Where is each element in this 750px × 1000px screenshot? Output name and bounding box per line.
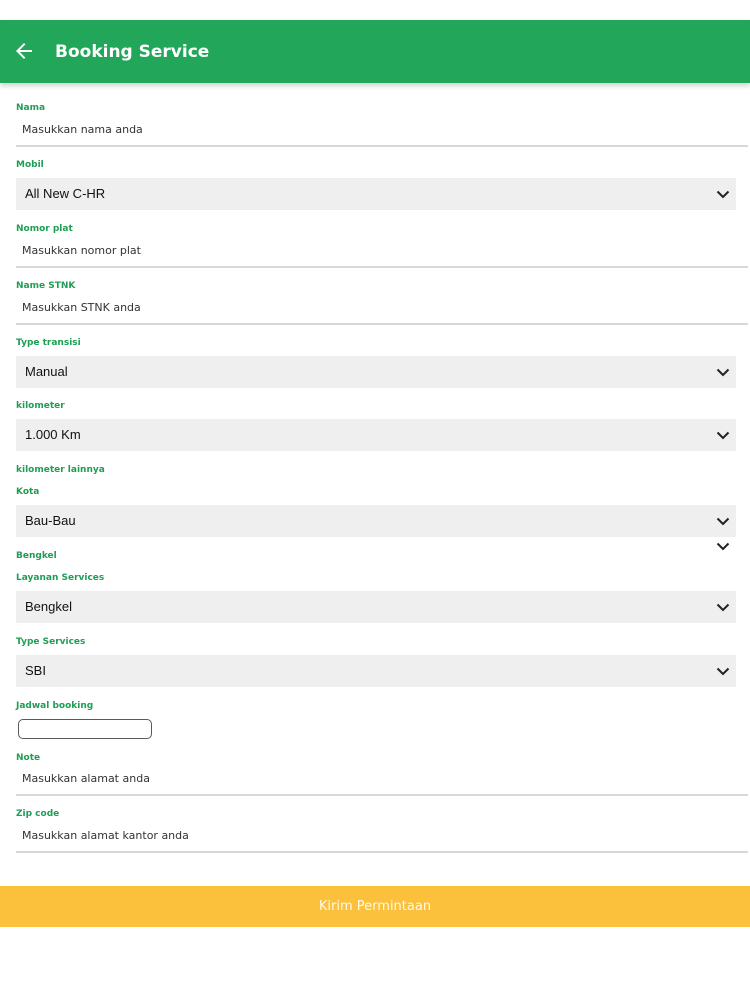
kilometer-value: 1.000 Km bbox=[25, 427, 81, 442]
chevron-down-icon bbox=[716, 603, 730, 612]
stnk-label: Name STNK bbox=[16, 281, 76, 291]
zip-placeholder: Masukkan alamat kantor anda bbox=[22, 829, 189, 842]
jadwal-label: Jadwal booking bbox=[16, 701, 94, 711]
kota-label: Kota bbox=[16, 487, 40, 497]
kilometer-label: kilometer bbox=[16, 401, 65, 411]
mobil-value: All New C-HR bbox=[25, 186, 106, 201]
transisi-select[interactable] bbox=[16, 356, 736, 388]
nama-placeholder: Masukkan nama anda bbox=[22, 123, 143, 136]
transisi-value: Manual bbox=[25, 364, 68, 379]
layanan-label: Layanan Services bbox=[16, 573, 105, 583]
kilometer-lainnya-label: kilometer lainnya bbox=[16, 465, 105, 475]
layanan-select[interactable] bbox=[16, 591, 736, 623]
type-services-select[interactable] bbox=[16, 655, 736, 687]
chevron-down-icon bbox=[716, 667, 730, 676]
nomor-plat-input[interactable] bbox=[16, 238, 748, 268]
bengkel-chevron-down-icon[interactable] bbox=[716, 542, 730, 551]
note-placeholder: Masukkan alamat anda bbox=[22, 772, 150, 785]
stnk-input[interactable] bbox=[16, 295, 748, 325]
nomor-plat-label: Nomor plat bbox=[16, 224, 73, 234]
type-services-value: SBI bbox=[25, 663, 46, 678]
chevron-down-icon bbox=[716, 190, 730, 199]
kota-select[interactable] bbox=[16, 505, 736, 537]
type-services-label: Type Services bbox=[16, 637, 86, 647]
layanan-value: Bengkel bbox=[25, 599, 72, 614]
submit-button[interactable]: Kirim Permintaan bbox=[0, 886, 750, 927]
nama-input[interactable] bbox=[16, 117, 748, 147]
page-title: Booking Service bbox=[55, 42, 210, 62]
kilometer-select[interactable] bbox=[16, 419, 736, 451]
nama-label: Nama bbox=[16, 103, 46, 113]
app-header bbox=[0, 20, 750, 83]
arrow-left-icon[interactable] bbox=[12, 39, 36, 63]
mobil-select[interactable] bbox=[16, 178, 736, 210]
note-input[interactable] bbox=[16, 766, 748, 796]
zip-label: Zip code bbox=[16, 809, 60, 819]
chevron-down-icon bbox=[716, 517, 730, 526]
bengkel-label: Bengkel bbox=[16, 551, 57, 561]
note-label: Note bbox=[16, 753, 41, 763]
mobil-label: Mobil bbox=[16, 160, 44, 170]
nomor-plat-placeholder: Masukkan nomor plat bbox=[22, 244, 141, 257]
jadwal-date-input[interactable] bbox=[18, 719, 152, 739]
chevron-down-icon bbox=[716, 431, 730, 440]
zip-input[interactable] bbox=[16, 823, 748, 853]
chevron-down-icon bbox=[716, 368, 730, 377]
stnk-placeholder: Masukkan STNK anda bbox=[22, 301, 141, 314]
transisi-label: Type transisi bbox=[16, 338, 81, 348]
kota-value: Bau-Bau bbox=[25, 513, 76, 528]
